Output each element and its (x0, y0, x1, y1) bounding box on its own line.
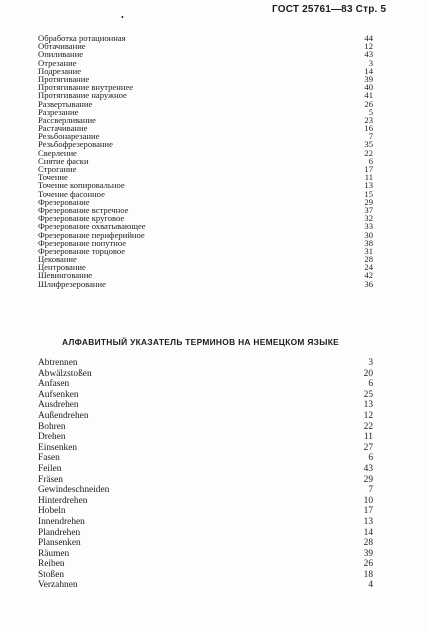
index-page-number: 14 (364, 65, 373, 76)
index-page-number: 33 (364, 221, 373, 232)
russian-term-index (38, 34, 373, 288)
index-term: Hinterdrehen (38, 495, 88, 506)
index-page-number: 23 (364, 114, 373, 125)
index-page-number: 39 (364, 73, 373, 84)
index-page-number: 29 (364, 196, 373, 207)
index-page-number: 24 (364, 262, 373, 273)
index-entry (38, 369, 373, 380)
index-entry (38, 390, 373, 401)
index-entry (38, 528, 373, 539)
index-entry (38, 559, 373, 570)
page-header: ГОСТ 25761—83 Стр. 5 (272, 4, 387, 15)
index-term: Фрезерование торцовое (38, 245, 126, 256)
index-term: Räumen (38, 548, 70, 559)
index-term: Цекование (38, 254, 77, 265)
index-term: Рассверливание (38, 114, 96, 125)
index-term: Фрезерование попутное (38, 237, 127, 248)
index-page-number: 44 (364, 33, 373, 43)
index-term: Фрезерование (38, 196, 90, 207)
index-term: Фрезерование встречное (38, 204, 129, 215)
print-mark: • (121, 13, 124, 22)
index-term: Опиливание (38, 49, 84, 60)
index-page-number: 15 (364, 188, 373, 199)
index-entry (38, 538, 373, 549)
index-term: Протягивание (38, 73, 90, 84)
index-page-number: 10 (363, 495, 373, 506)
index-entry (38, 475, 373, 486)
index-page-number: 32 (364, 213, 373, 224)
index-page-number: 13 (363, 400, 373, 411)
index-term: Bohren (38, 421, 66, 432)
index-term: Aufsenken (38, 389, 79, 400)
index-page-number: 38 (364, 237, 373, 248)
index-entry (38, 140, 373, 148)
index-entry (38, 432, 373, 443)
index-term: Строгание (38, 164, 77, 174)
index-entry (38, 411, 373, 422)
index-page-number: 43 (363, 463, 373, 474)
index-entry (38, 496, 373, 507)
index-page-number: 36 (364, 278, 373, 289)
index-page-number: 41 (364, 90, 373, 101)
index-page-number: 4 (368, 580, 373, 591)
index-term: Einsenken (38, 442, 78, 453)
index-term: Ausdrehen (38, 400, 79, 411)
index-term: Обтачивание (38, 41, 86, 52)
index-entry (38, 42, 373, 50)
index-term: Fräsen (38, 474, 63, 485)
index-term: Abwälzstoßen (38, 368, 92, 379)
index-term: Verzahnen (38, 580, 78, 591)
index-page-number: 39 (363, 548, 373, 559)
index-term: Фрезерование периферийное (38, 229, 145, 240)
index-entry (38, 422, 373, 433)
index-page-number: 11 (363, 432, 373, 443)
index-entry (38, 443, 373, 454)
index-page-number: 18 (363, 569, 373, 580)
index-entry (38, 453, 373, 464)
index-page-number: 13 (363, 516, 373, 527)
index-term: Резьбонарезание (38, 131, 100, 142)
index-page-number: 22 (363, 421, 373, 432)
index-page-number: 37 (364, 204, 373, 215)
index-page-number: 3 (368, 57, 373, 68)
index-entry (38, 570, 373, 581)
index-entry (38, 485, 373, 496)
index-page-number: 26 (363, 559, 373, 570)
index-term: Отрезание (38, 57, 77, 68)
index-entry (38, 157, 373, 165)
index-page-number: 27 (363, 442, 373, 453)
index-page-number: 17 (363, 506, 373, 517)
index-term: Фрезерование круговое (38, 213, 125, 224)
index-page-number: 7 (368, 485, 373, 496)
index-term: Hobeln (38, 506, 66, 517)
index-page-number: 31 (364, 245, 373, 256)
index-term: Резьбофрезерование (38, 139, 113, 150)
index-entry (38, 400, 373, 411)
index-term: Протягивание наружное (38, 90, 127, 101)
index-page-number: 11 (364, 172, 373, 183)
index-entry (38, 34, 373, 42)
index-term: Drehen (38, 432, 66, 443)
index-page-number: 29 (363, 474, 373, 485)
index-page-number: 35 (364, 139, 373, 150)
index-page-number: 7 (368, 131, 373, 142)
index-term: Точение копировальное (38, 180, 125, 191)
index-term: Anfasen (38, 379, 70, 390)
index-term: Сверление (38, 147, 77, 158)
index-term: Stoßen (38, 569, 65, 580)
index-term: Фрезерование охватывающее (38, 221, 146, 232)
index-term: Шлифрезерование (38, 278, 106, 289)
index-term: Reiben (38, 559, 65, 570)
index-page-number: 25 (363, 389, 373, 400)
index-entry (38, 59, 373, 67)
index-page-number: 30 (364, 229, 373, 240)
index-entry (38, 358, 373, 369)
index-page-number: 13 (364, 180, 373, 191)
index-page-number: 43 (364, 49, 373, 60)
index-term: Точение фасонное (38, 188, 105, 199)
index-entry (38, 549, 373, 560)
index-entry (38, 580, 373, 591)
index-page-number: 16 (364, 123, 373, 134)
index-page-number: 28 (364, 254, 373, 265)
index-term: Протягивание внутреннее (38, 82, 134, 93)
index-entry (38, 255, 373, 263)
index-page-number: 17 (364, 164, 373, 174)
index-page-number: 12 (363, 410, 373, 421)
index-page-number: 6 (368, 155, 373, 166)
index-term: Подрезание (38, 65, 82, 76)
index-term: Außendrehen (38, 410, 89, 421)
index-term: Развертывание (38, 98, 93, 109)
index-page-number: 6 (368, 453, 373, 464)
index-page-number: 20 (363, 368, 373, 379)
index-page-number: 12 (364, 41, 373, 52)
index-entry (38, 379, 373, 390)
index-term: Fasen (38, 453, 60, 464)
index-term: Точение (38, 172, 68, 183)
index-term: Центрование (38, 262, 86, 273)
index-term: Gewindeschneiden (38, 485, 110, 496)
index-term: Обработка ротационная (38, 33, 126, 43)
index-page-number: 26 (364, 98, 373, 109)
index-entry (38, 506, 373, 517)
index-term: Abtrennen (38, 358, 78, 368)
index-page-number: 28 (363, 538, 373, 549)
index-term: Снятие фаски (38, 155, 89, 166)
index-entry (38, 165, 373, 173)
index-entry (38, 100, 373, 108)
index-page-number: 6 (368, 379, 373, 390)
index-page-number: 42 (364, 270, 373, 281)
index-page-number: 40 (364, 82, 373, 93)
index-entry (38, 247, 373, 255)
index-term: Plandrehen (38, 527, 81, 538)
index-entry (38, 116, 373, 124)
index-term: Шевингование (38, 270, 93, 281)
index-entry (38, 517, 373, 528)
german-term-index (38, 358, 373, 591)
index-term: Plansenken (38, 538, 81, 549)
index-term: Feilen (38, 463, 62, 474)
index-entry (38, 50, 373, 58)
index-page-number: 22 (364, 147, 373, 158)
index-entry (38, 464, 373, 475)
index-page-number: 3 (368, 358, 373, 368)
index-page-number: 5 (368, 106, 373, 117)
index-entry (38, 280, 373, 288)
index-term: Innendrehen (38, 516, 85, 527)
index-term: Растачивание (38, 123, 88, 134)
index-term: Разрезание (38, 106, 79, 117)
german-index-title: АЛФАВИТНЫЙ УКАЗАТЕЛЬ ТЕРМИНОВ НА НЕМЕЦКОМ ЯЗЫКЕ (62, 337, 340, 347)
index-page-number: 14 (363, 527, 373, 538)
